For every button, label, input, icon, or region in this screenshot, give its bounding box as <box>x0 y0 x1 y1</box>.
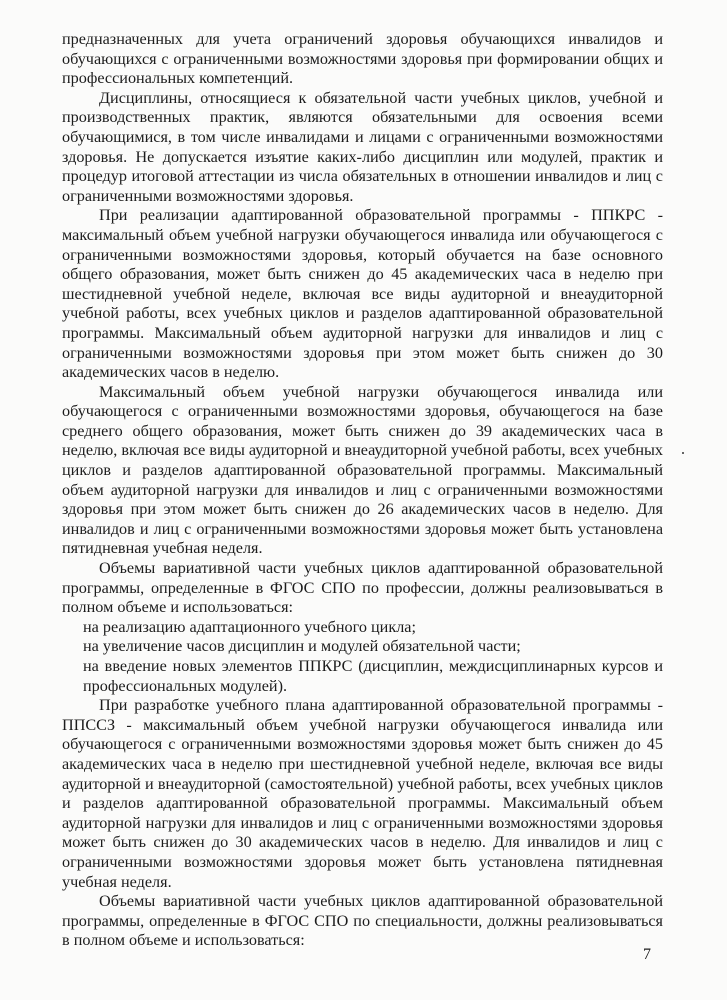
paragraph: предназначенных для учета ограничений здоровья обучающихся инвалидов и обучающихся с ограниченными возможностями здоровья при формировании общих и профессиональных компетенций. <box>62 30 663 88</box>
paragraph: Объемы вариативной части учебных циклов адаптированной образовательной программы, определенные в ФГОС СПО по специальности, должны реализовываться в полном объеме и использоваться: <box>62 892 663 950</box>
paragraph: Дисциплины, относящиеся к обязательной части учебных циклов, учебной и производственных практик, являются обязательными для освоения всеми обучающимися, в том числе инвалидами и лицами с ограниченными возможностями здоровья. Не допускается изъятие каких-либо дисциплин или модулей, практик и процедур итоговой аттестации из числа обязательных в отношении инвалидов и лиц с ограниченными возможностями здоровья. <box>62 88 663 205</box>
list-item: на увеличение часов дисциплин и модулей обязательной части; <box>83 637 521 656</box>
paragraph: Максимальный объем учебной нагрузки обучающегося инвалида или обучающегося с ограниченными возможностями здоровья, обучающегося на базе среднего общего образования, может быть снижен до 39 академических часа в неделю, включая все виды аудиторной и внеаудиторной учебной работы, всех учебных циклов и разделов адаптированной образовательной программы. Максимальный объем аудиторной нагрузки для инвалидов и лиц с ограниченными возможностями здоровья при этом может быть снижен до 26 академических часов в неделю. Для инвалидов и лиц с ограниченными возможностями здоровья может быть установлена пятидневная учебная неделя. <box>62 382 663 558</box>
paragraph: Объемы вариативной части учебных циклов адаптированной образовательной программы, определенные в ФГОС СПО по профессии, должны реализовываться в полном объеме и использоваться: <box>62 559 663 617</box>
body-text <box>62 30 663 951</box>
paragraph: При разработке учебного плана адаптированной образовательной программы - ППССЗ - максимальный объем учебной нагрузки обучающегося инвалида или обучающегося с ограниченными возможностями здоровья может быть снижен до 45 академических часа в неделю при шестидневной учебной неделе, включая все виды аудиторной и внеаудиторной (самостоятельной) учебной работы, всех учебных циклов и разделов адаптированной образовательной программы. Максимальный объем аудиторной нагрузки для инвалидов и лиц с ограниченными возможностями здоровья может быть снижен до 30 академических часов в неделю. Для инвалидов и лиц с ограниченными возможностями здоровья может быть установлена пятидневная учебная неделя. <box>62 696 663 891</box>
page-number: 7 <box>643 946 651 963</box>
list-item: на реализацию адаптационного учебного цикла; <box>83 617 416 636</box>
scan-speck <box>682 452 684 454</box>
paragraph: При реализации адаптированной образовательной программы - ППКРС - максимальный объем учебной нагрузки обучающегося инвалида или обучающегося с ограниченными возможностями здоровья, который обучается на базе основного общего образования, может быть снижен до 45 академических часа в неделю при шестидневной учебной неделе, включая все виды аудиторной и внеаудиторной учебной работы, всех учебных циклов и разделов адаптированной образовательной программы. Максимальный объем аудиторной нагрузки для инвалидов и лиц с ограниченными возможностями здоровья при этом может быть снижен до 30 академических часов в неделю. <box>62 206 663 382</box>
list-item: на введение новых элементов ППКРС (дисциплин, междисциплинарных курсов и профессиональных модулей). <box>83 657 663 695</box>
